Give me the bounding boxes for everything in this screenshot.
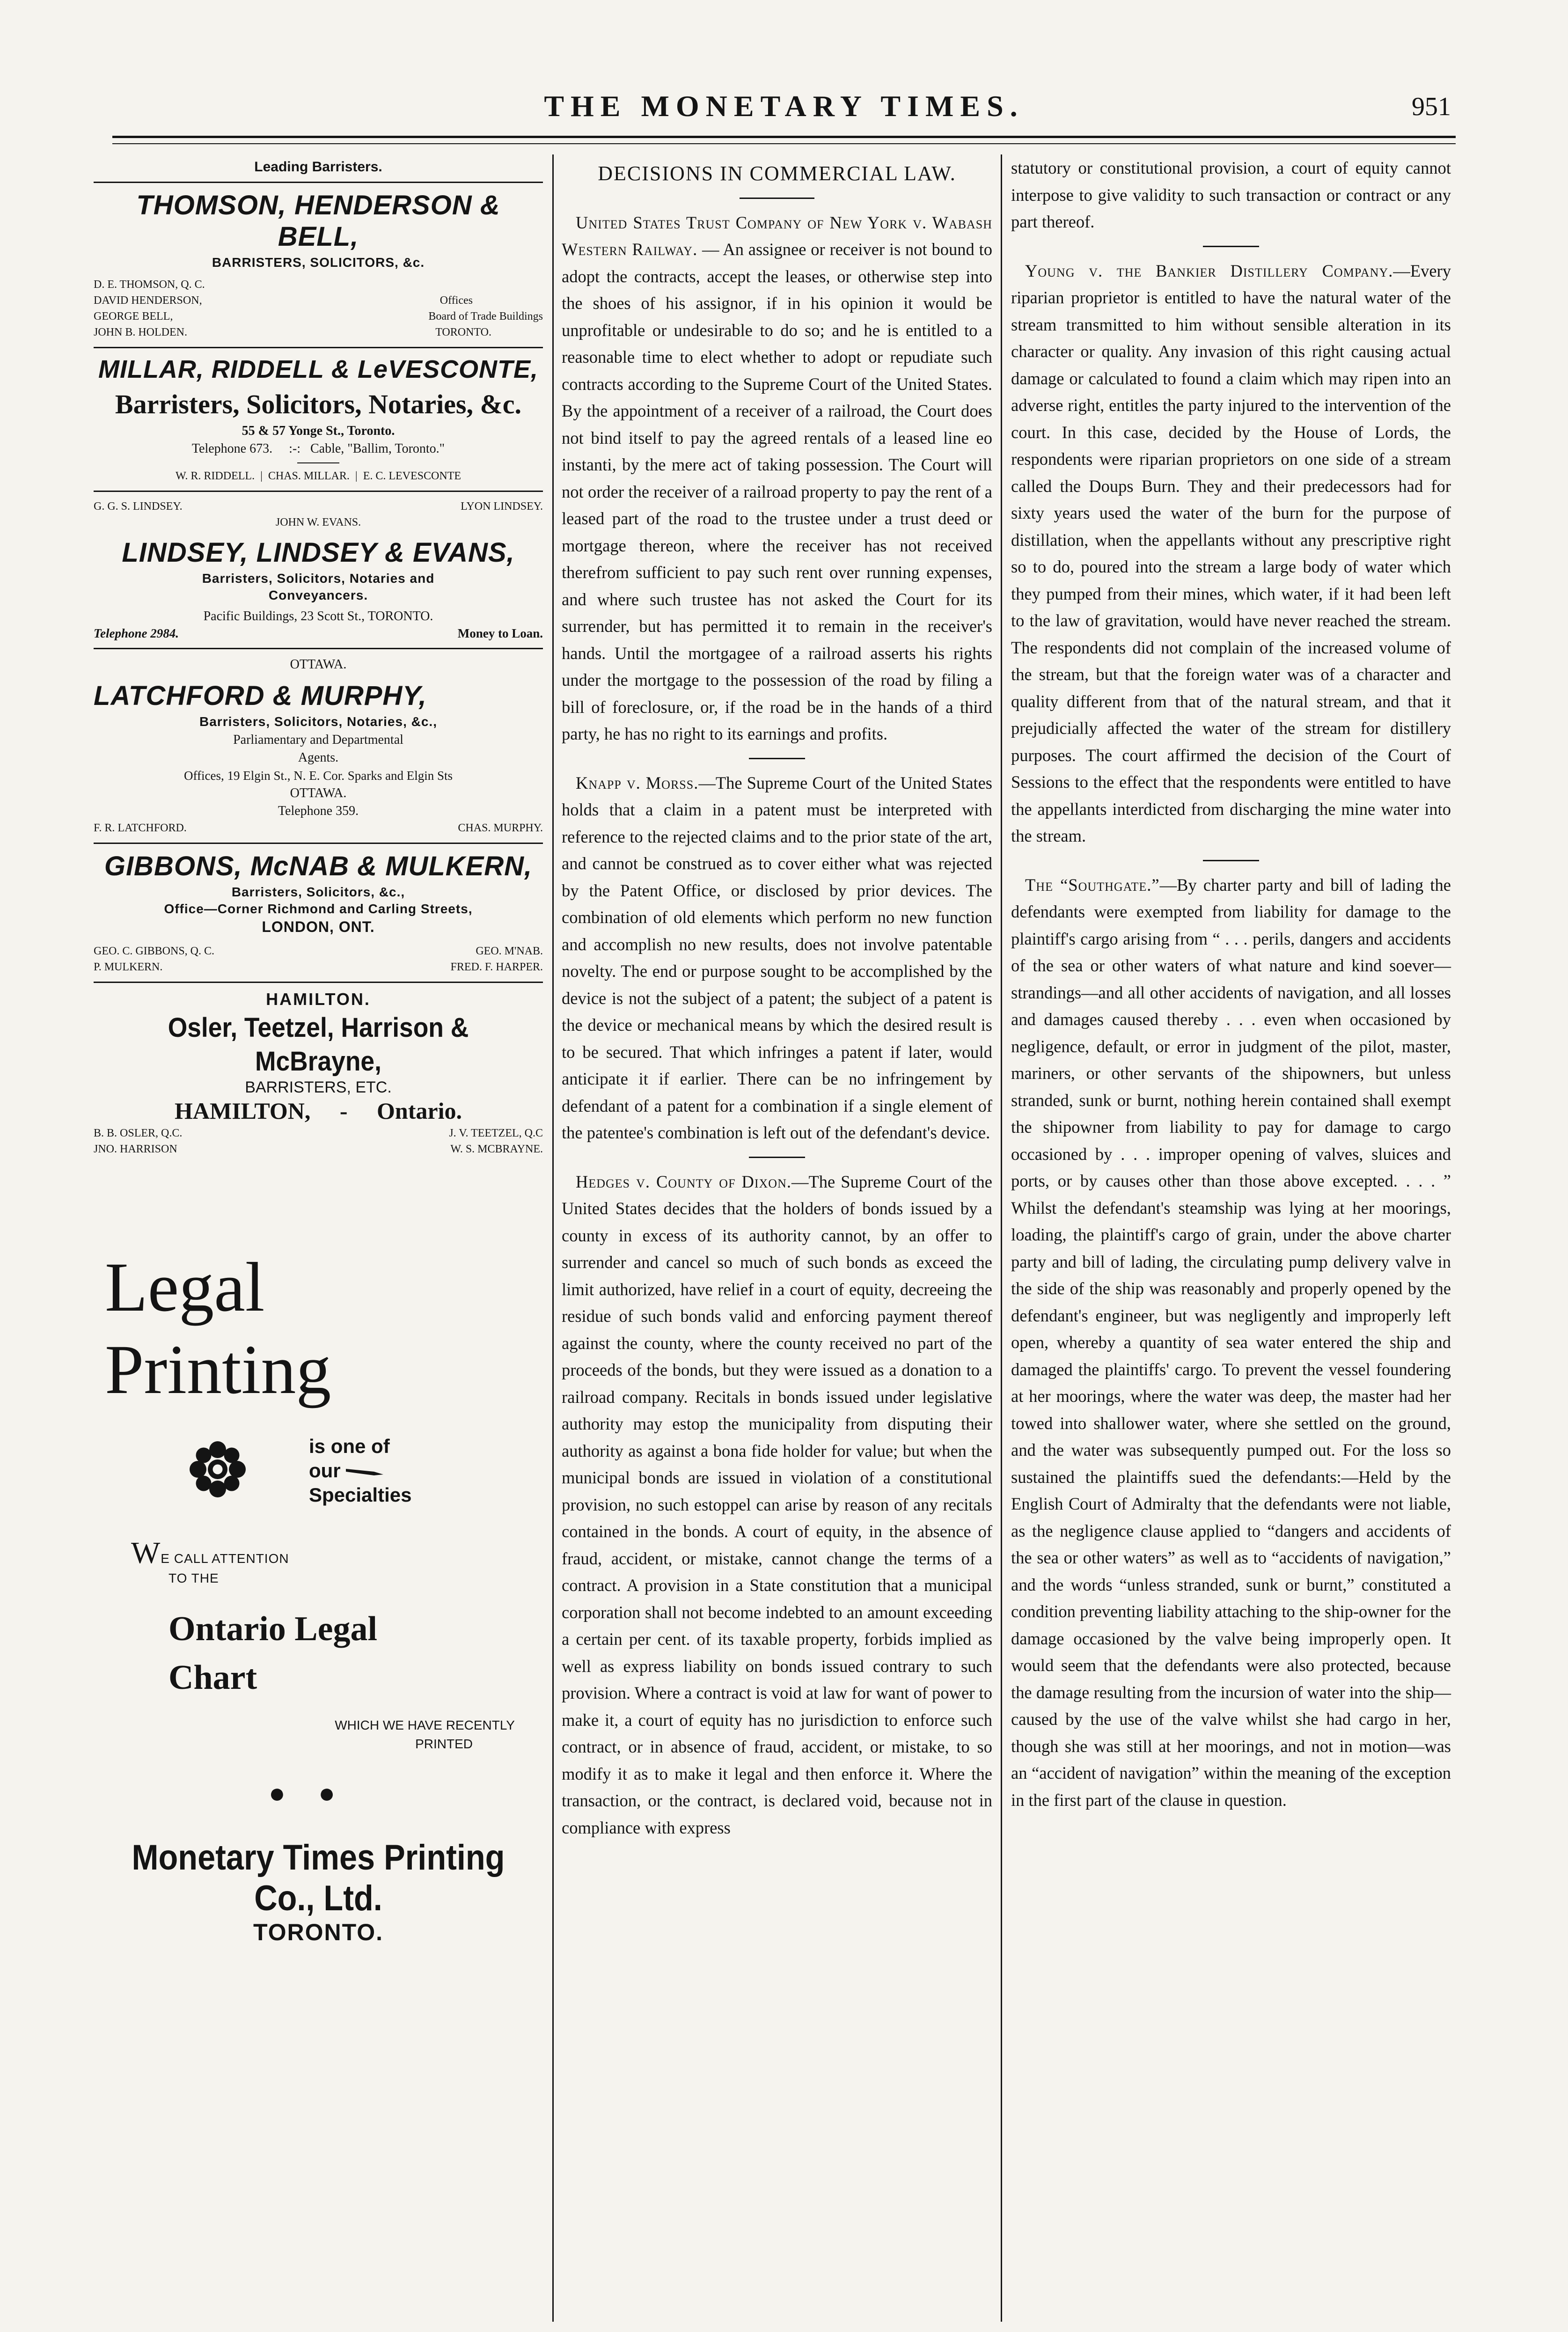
ad-latchford-city: OTTAWA. [290,657,347,672]
ad-lindsey-money: Money to Loan. [457,626,543,640]
ad-gibbons-city: LONDON, ONT. [262,918,375,935]
ad-osler-row-left: JNO. HARRISON [94,1143,177,1155]
ad-lindsey-right: LYON LINDSEY. [461,500,543,513]
ad-lindsey-center: JOHN W. EVANS. [275,516,361,528]
ad-latchford-city2: OTTAWA. [290,786,347,800]
case-paragraph [1011,257,1451,850]
case-name: Young v. the Bankier Distillery Company. [1025,261,1393,280]
ad-thomson-row: GEORGE BELL, Board of Trade Buildings [94,310,543,323]
ad-dots: ●● [268,1777,368,1809]
ad-lindsey-sub1: Barristers, Solicitors, Notaries and [202,571,435,586]
ad-millar-name: MILLAR, RIDDELL & LeVESCONTE, [98,355,539,383]
header-rule-bottom [112,143,1456,144]
decisions-column [562,154,992,1841]
ad-spec-line1: is one of [309,1435,390,1457]
ad-gibbons-row-right: FRED. F. HARPER. [450,961,543,973]
ad-millar-dash [297,462,339,463]
ad-osler [94,990,543,1157]
advertisements-column [94,154,543,1946]
ad-latchford-sub3: Agents. [298,750,339,765]
ad-gibbons-row-left: GEO. C. GIBBONS, Q. C. [94,945,215,957]
ad-divider [94,347,543,348]
case-paragraph [562,209,992,748]
ad-legal-line2: Printing [105,1331,331,1408]
arrow-icon [346,1465,383,1477]
ad-latchford [94,656,543,836]
ad-gibbons-row-right: GEO. M'NAB. [476,945,543,957]
ad-divider [94,648,543,649]
case-name: Hedges v. County of Dixon. [576,1172,791,1191]
ad-latchford-name: LATCHFORD & MURPHY, [94,681,427,711]
case-paragraph [1011,872,1451,1814]
ad-lindsey-left: G. G. S. LINDSEY. [94,500,183,513]
case-text: —Every riparian proprietor is entitled to have the natural water of the stream transmitted to him without sensible alteration in its character or quality. Any invasion of this right causing actual damage or calculated to found a claim which may ripen into an adverse right, entitles the party injured to the intervention of the court. In this case, decided by the House of Lords, the respondents were riparian proprietors on one side of a stream called the Doups Burn. They and their predecessors had for sixty years used the water of the burn for the purpose of distillation, when the appellants without any prescriptive right so to do, poured into the stream a large body of water which they pumped from their mines, which water, if it had been left to the law of gravitation, would have never reached the stream. The respondents did not complain of the increased volume of the stream, but that the foreign water was of a character and quality different from that of the natural stream, and that it prejudicially affected the water of the stream for distillery purposes. The court affirmed the decision of the Court of Sessions to the effect that the respondents were entitled to have the appellants interdicted from discharging the mine water into the stream. [1011,261,1451,845]
ad-gibbons-row-left: P. MULKERN. [94,961,163,973]
ad-company-city: TORONTO. [253,1919,384,1945]
ad-gibbons-name: GIBBONS, McNAB & MULKERN, [104,851,533,881]
ads-heading: Leading Barristers. [254,159,382,175]
ad-gibbons-office: Office—Corner Richmond and Carling Streets, [164,902,473,916]
case-divider [1203,246,1259,247]
case-text: — An assignee or receiver is not bound to adopt the contracts, accept the leases, or otherwise step into the shoes of his assignor, if in his opinion it would be unprofitable or undesirable to do so; and he is entitled to a reasonable time to elect whether to adopt or repudiate such contracts according to the Supreme Court of the United States. By the appointment of a receiver of a railroad, the Court does not bind itself to pay the agreed rentals of a leased line eo instanti, by the mere act of taking possession. The Court will not order the receiver of a railroad property to pay the rent of a leased part of the road to the trustee under a trust deed or mortgage thereon, where the receiver has not received therefrom sufficient to pay such rent over running expenses, and where such trustee has not asked the Court for its surrender, but has permitted it to remain in the receiver's hands. Until the mortgagee of a railroad asserts his rights under the mortgage to the possession of the road by filing a bill of foreclosure, or, if the road be in the hands of a third party, he has no right to its earnings and profits. [562,240,993,743]
ad-millar-sub: Barristers, Solicitors, Notaries, &c. [115,389,522,419]
ad-chart-line2: Chart [169,1658,257,1697]
ad-latchford-phone: Telephone 359. [278,804,359,818]
ad-osler-place: HAMILTON, - Ontario. [175,1098,462,1124]
ad-lindsey-phone: Telephone 2984. [94,626,179,640]
ad-latchford-left: F. R. LATCHFORD. [94,822,187,834]
ad-latchford-offices: Offices, 19 Elgin St., N. E. Cor. Sparks and Elgin Sts [184,769,453,783]
ad-thomson-name: THOMSON, HENDERSON & BELL, [136,190,500,252]
ad-lindsey [94,499,543,641]
ad-chart-line1: Ontario Legal [169,1610,378,1648]
case-name: Knapp v. Morss. [576,773,699,792]
ad-osler-city: HAMILTON. [266,990,371,1009]
case-paragraph [562,1168,992,1841]
ad-divider [94,843,543,844]
ad-attn-cap: W [131,1536,161,1570]
ad-lindsey-address: Pacific Buildings, 23 Scott St., TORONTO. [203,609,433,623]
ad-millar-address: 55 & 57 Yonge St., Toronto. [242,424,395,438]
ad-divider [94,182,543,183]
ad-divider [94,491,543,492]
ad-thomson-row: JOHN B. HOLDEN. TORONTO. [94,326,491,338]
header-rule-top [112,136,1456,138]
ad-latchford-sub1: Barristers, Solicitors, Notaries, &c., [199,714,437,729]
case-divider [1203,860,1259,861]
decisions-column-continued [1011,154,1451,1813]
page-number: 951 [1412,92,1451,121]
ad-legal-printing [94,1246,543,1946]
ad-millar [94,355,543,484]
case-paragraph [562,770,992,1146]
ad-osler-name: Osler, Teetzel, Harrison & McBrayne, [168,1012,469,1077]
ad-divider [94,982,543,983]
ad-latchford-sub2: Parliamentary and Departmental [233,733,403,747]
case-name: The “Southgate.” [1025,875,1160,895]
ad-printed-line1: WHICH WE HAVE RECENTLY [335,1718,515,1732]
section-title: DECISIONS IN COMMERCIAL LAW. [598,162,956,185]
section-divider [740,198,814,199]
case-text: —The Supreme Court of the United States holds that a claim in a patent must be interpreted with reference to the rejected claims and to the prior state of the art, and cannot be construed as to cover either what was rejected by the Patent Office, or disclosed by prior devices. The combination of old elements which perform no new function and accomplish no new results, does not involve patentable novelty. The end or purpose sought to be accomplished by the device is not the subject of a patent; the subject of a patent is the device or mechanical means by which the desired result is to be secured. That which infringes a patent if later, would anticipate it if earlier. There can be no infringement by defendant of a patent for a combination if a single element of the patentee's combination is left out of the defendant's device. [562,773,992,1142]
case-divider [749,758,805,759]
ad-thomson-row: D. E. THOMSON, Q. C. [94,279,205,291]
ad-osler-row-left: B. B. OSLER, Q.C. [94,1127,183,1139]
ad-lindsey-name: LINDSEY, LINDSEY & EVANS, [122,537,515,568]
ad-thomson-row: DAVID HENDERSON, Offices [94,294,473,307]
ad-thomson [94,190,543,340]
masthead-title: THE MONETARY TIMES. [544,89,1024,123]
continued-paragraph: statutory or constitutional provision, a court of equity cannot interpose to give validity to such transaction or contract or any part thereof. [1011,158,1451,231]
ad-attn-line1: E CALL ATTENTION [161,1551,289,1566]
ad-osler-row-right: W. S. MCBRAYNE. [450,1143,543,1155]
ad-legal-line1: Legal [105,1248,265,1326]
ad-thomson-sub: BARRISTERS, SOLICITORS, &c. [212,255,425,270]
column-divider-2 [1001,154,1002,2322]
ad-printed-line2: PRINTED [415,1737,473,1751]
ad-osler-sub: BARRISTERS, ETC. [245,1078,392,1096]
ad-osler-row-right: J. V. TEETZEL, Q.C [449,1127,543,1139]
ad-company: Monetary Times Printing Co., Ltd. [132,1838,505,1918]
case-divider [749,1157,805,1158]
ad-spec-line3: Specialties [309,1484,412,1506]
ad-lindsey-sub2: Conveyancers. [268,588,368,602]
case-name: United States Trust Company of New York v. Wabash Western Railway. [562,213,992,259]
ornament-icon [183,1434,253,1504]
case-text: —The Supreme Court of the United States decides that the holders of bonds issued by a county in excess of its authority cannot, by an offer to surrender and cancel so much of such bonds as exceed the limit authorized, have relief in a court of equity, decreeing the residue of such bonds valid and enforcing payment thereof against the county, where the county received no part of the proceeds of the bonds, but they were issued as a donation to a railroad company. Recitals in bonds issued under legislative authority may estop the municipality from disputing their authority as against a bona fide holder for value; but when the municipal bonds are issued in violation of a constitutional provision, no such estoppel can arise by reason of any recitals contained in the bonds. A court of equity, in the absence of fraud, accident, or mistake, cannot change the terms of a contract. A provision in a State constitution that a municipal corporation shall not become indebted to an amount exceeding a certain per cent. of its taxable property, forbids implied as well as express liability on bonds issued contrary to such provision. Where a contract is void at law for want of power to make it, a court of equity has no jurisdiction to enforce such contract, or in absence of fraud, accident, or mistake, to so modify it as to make it legal and then enforce it. Where the transaction, or the contract, is declared void, because not in compliance with express [562,1172,992,1837]
ad-gibbons [94,851,543,975]
ad-gibbons-sub: Barristers, Solicitors, &c., [231,885,405,899]
ad-millar-partners: W. R. RIDDELL. | CHAS. MILLAR. | E. C. LEVESCONTE [175,470,462,482]
ad-attn-line2: TO THE [169,1571,219,1585]
column-divider-1 [552,154,554,2322]
ad-latchford-right: CHAS. MURPHY. [458,822,543,834]
ad-millar-phone: Telephone 673. :-: Cable, "Ballim, Toronto." [191,441,445,456]
case-text: —By charter party and bill of lading the defendants were exempted from liability for damage to the plaintiff's cargo arising from “ . . . perils, dangers and accidents of the sea or other waters of what nature and kind soever—strandings—and all other accidents of navigation, and all losses and damages caused thereby . . . even when occasioned by negligence, default, or error in judgment of the pilot, master, mariners, or other servants of the shipowners, but unless stranded, sunk or burnt, nothing herein contained shall exempt the shipowner from liability to pay for damage to cargo occasioned by . . . improper opening of valves, sluices and ports, or by causes other than those above excepted. . . . ” Whilst the defendant's steamship was lying at her moorings, loading, the plaintiff's cargo of grain, under the above charter party and bill of lading, the circulating pump delivery valve in the side of the ship was reasonably and properly opened by the defendant's engineer, but was negligently and improperly left open, whereby a quantity of sea water entered the ship and damaged the plaintiffs' cargo. To prevent the vessel foundering at her moorings, where the water was deep, the master had her towed into shallower water, where she settled on the ground, and the water was subsequently pumped out. For the loss so sustained the plaintiffs sued the defendants:—Held by the English Court of Admiralty that the defendants were not liable, as the negligence clause applied to “dangers and accidents of the sea or other waters” as well as to “accidents of navigation,” and the words “unless stranded, sunk or burnt,” constituted a condition preventing liability attaching to the ship-owner for the damage occasioned by the valve being improperly open. It would seem that the defendants were also protected, because the damage resulting from the incursion of water into the ship—caused by the use of the valve whilst she had cargo in her, though she was still at her moorings, and not in motion—was an “accident of navigation” within the meaning of the exception in the first part of the clause in question. [1011,875,1451,1810]
ad-spec-line2: our [309,1459,341,1481]
